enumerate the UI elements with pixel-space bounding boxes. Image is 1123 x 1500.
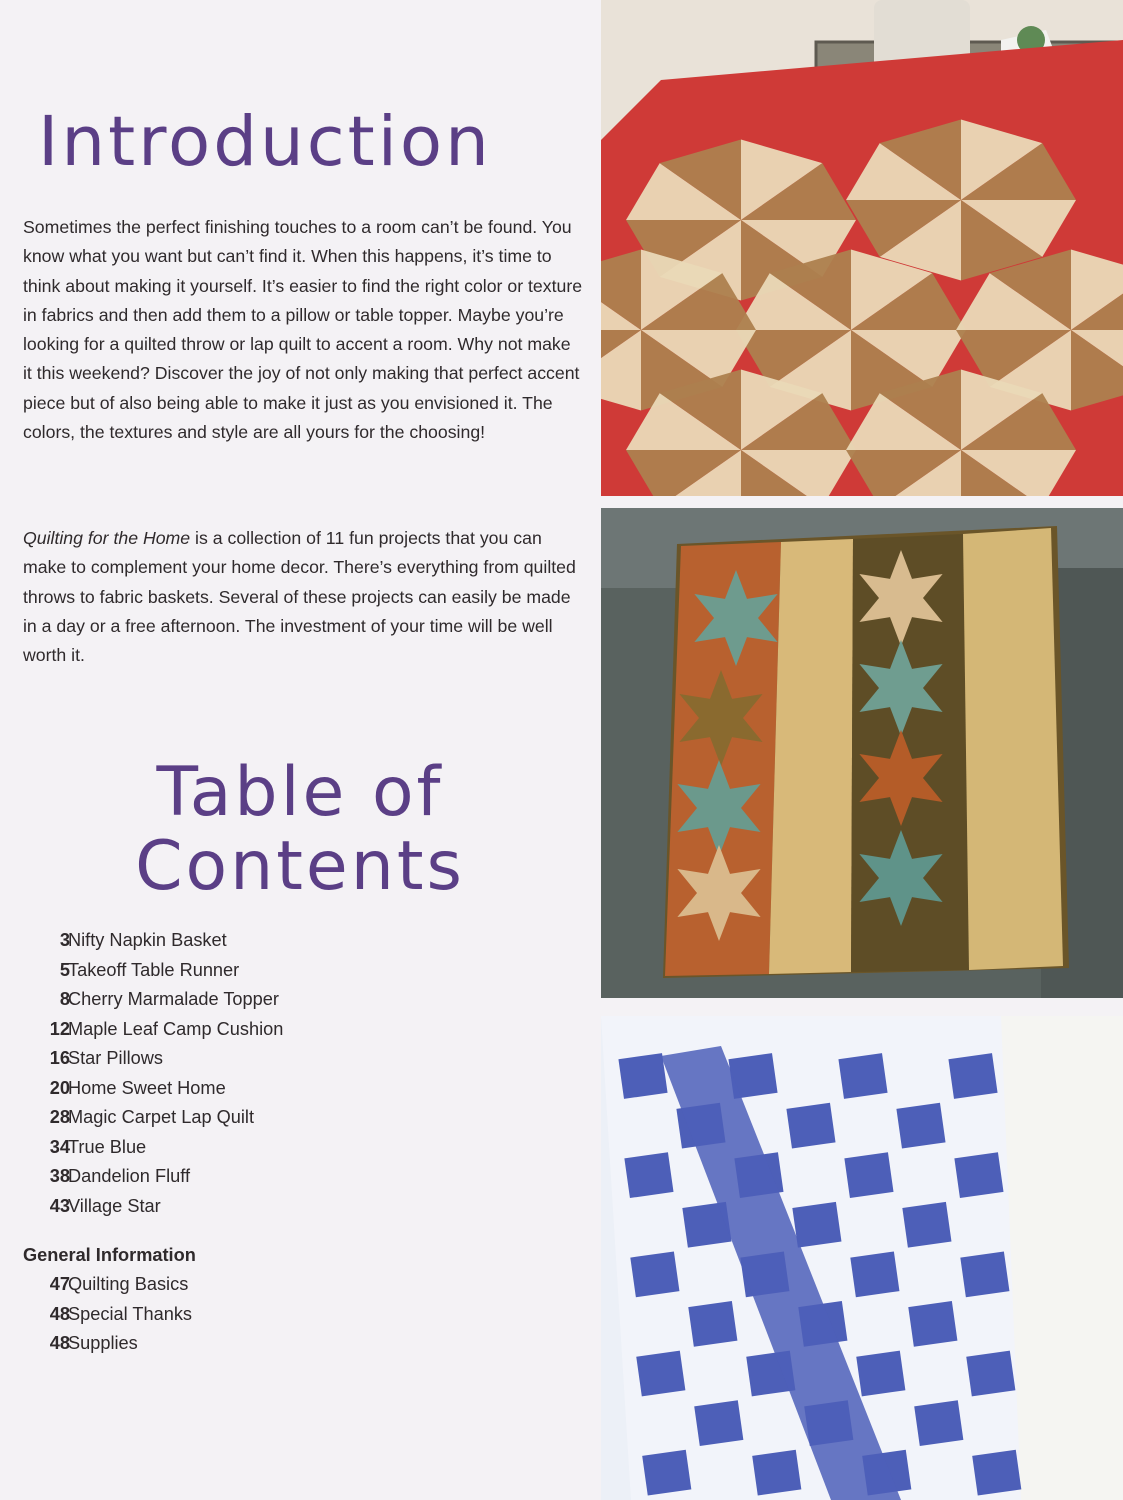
- toc-page-number: 48: [49, 1333, 70, 1353]
- toc-entry-title: Maple Leaf Camp Cushion: [68, 1018, 284, 1039]
- pillow-photo: [601, 508, 1123, 998]
- toc-entry: [23, 1015, 583, 1045]
- toc-page-number: 48: [49, 1303, 70, 1324]
- toc-page-number: 8: [59, 989, 70, 1009]
- toc-entry: [23, 1192, 583, 1222]
- toc-entry: [23, 1074, 583, 1104]
- toc-entry: [23, 1103, 583, 1133]
- blue-throw-photo: [601, 1016, 1123, 1500]
- toc-project-list: [23, 926, 583, 1221]
- toc-page-number: 43: [49, 1195, 70, 1216]
- intro-paragraph-2: [23, 524, 583, 670]
- toc-page-number: 28: [49, 1107, 70, 1127]
- introduction-heading: Introduction: [38, 102, 492, 182]
- toc-page-number: 12: [49, 1018, 70, 1039]
- toc-page-number: 5: [59, 959, 70, 980]
- toc-entry-title: Supplies: [68, 1333, 138, 1353]
- toc-entry-title: Cherry Marmalade Topper: [68, 989, 279, 1009]
- toc-entry-title: Star Pillows: [68, 1048, 164, 1068]
- toc-entry-title: Dandelion Fluff: [68, 1166, 191, 1186]
- toc-entry-title: Village Star: [68, 1195, 161, 1216]
- toc-entry: [23, 1133, 583, 1163]
- book-title: Quilting for the Home: [23, 528, 191, 548]
- toc-entry: [23, 956, 583, 986]
- toc-heading-line-1: Table of: [156, 753, 444, 832]
- toc-entry: [23, 1162, 583, 1192]
- toc-page-number: 47: [49, 1274, 70, 1294]
- intro-paragraph-2-text: is a collection of 11 fun projects that you can make to complement your home decor. There’s everything from quilted throws to fabric baskets. Several of these projects can easily be made in a day or a free afternoon. The investment of your time will be well worth it.: [23, 528, 576, 666]
- toc-entry-title: True Blue: [68, 1136, 147, 1157]
- toc-entry-title: Magic Carpet Lap Quilt: [68, 1107, 255, 1127]
- toc-page-number: 16: [49, 1048, 70, 1068]
- intro-paragraph-1: Sometimes the perfect finishing touches to a room can’t be found. You know what you want but can’t find it. When this happens, it’s time to think about making it yourself. It’s easier to find the right color or texture in fabrics and then add them to a pillow or table topper. Maybe you’re looking for a quilted throw or lap quilt to accent a room. Why not make it this weekend? Discover the joy of not only making that perfect accent piece but of also being able to make it just as you envisioned it. The colors, the textures and style are all yours for the choosing!: [23, 217, 583, 443]
- toc-entry: [23, 926, 583, 956]
- toc-page-number: 3: [59, 930, 70, 950]
- toc-entry: [23, 1329, 583, 1359]
- toc-entry: [23, 1270, 583, 1300]
- toc-page-number: 20: [49, 1077, 70, 1098]
- toc-page-number: 34: [49, 1136, 70, 1157]
- toc-entry-title: Special Thanks: [68, 1303, 193, 1324]
- general-information-heading: General Information: [23, 1245, 196, 1265]
- toc-entry-title: Quilting Basics: [68, 1274, 189, 1294]
- table-topper-photo: [601, 0, 1123, 496]
- toc-heading: [0, 753, 600, 906]
- toc-page-number: 38: [49, 1166, 70, 1186]
- toc-heading-line-2: Contents: [135, 827, 465, 906]
- toc-entry-title: Nifty Napkin Basket: [68, 930, 227, 950]
- toc-entry: [23, 1044, 583, 1074]
- toc-entry: [23, 1300, 583, 1330]
- toc-entry-title: Home Sweet Home: [68, 1077, 226, 1098]
- toc-entry-title: Takeoff Table Runner: [68, 959, 240, 980]
- toc-entry: [23, 985, 583, 1015]
- toc-general-list: [23, 1270, 583, 1359]
